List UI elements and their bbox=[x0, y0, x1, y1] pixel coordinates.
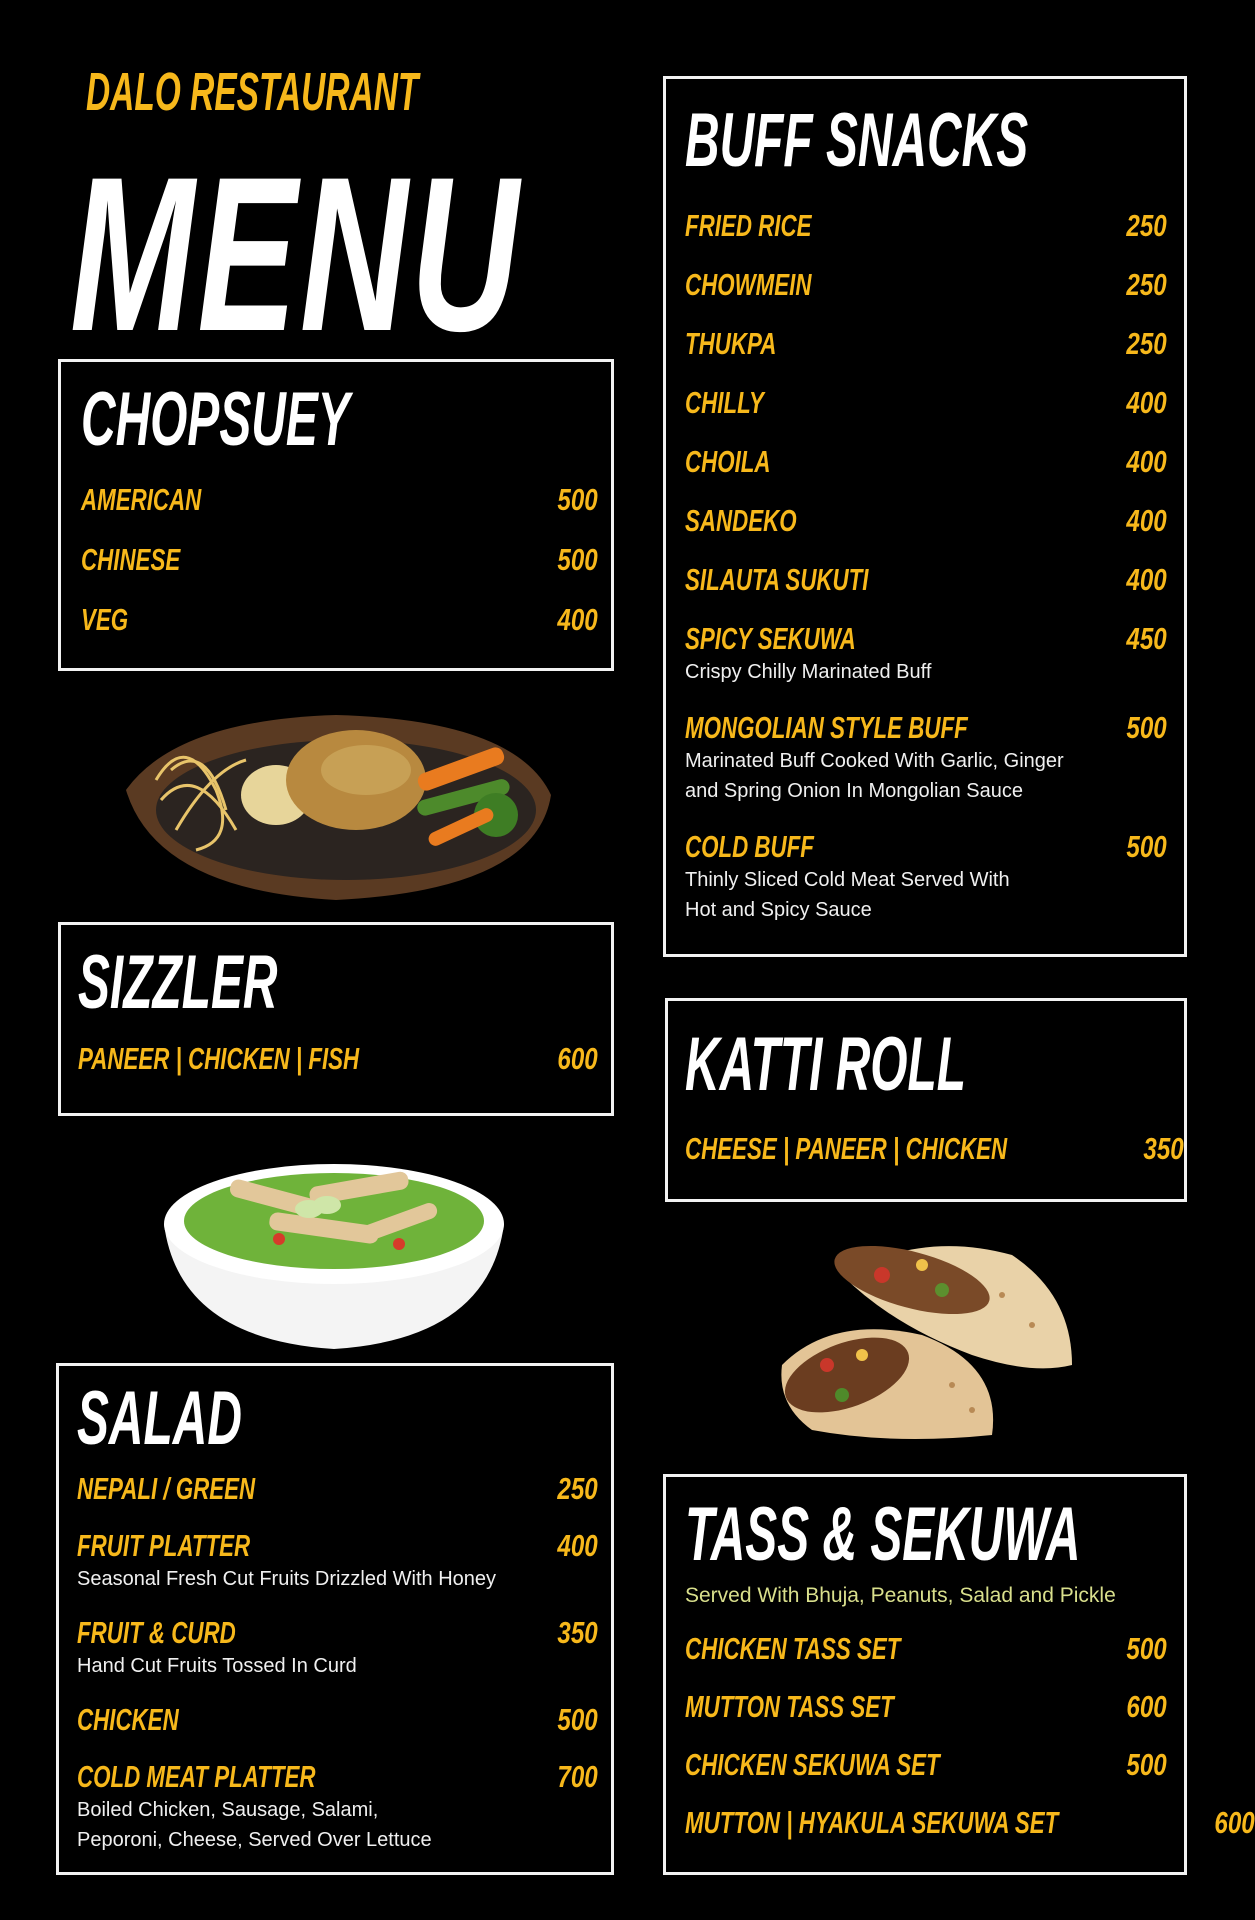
menu-item bbox=[77, 1471, 598, 1507]
menu-item-row bbox=[685, 621, 1167, 657]
menu-item-row bbox=[78, 1041, 598, 1077]
item-price: 500 bbox=[1126, 710, 1167, 745]
item-description: Crispy Chilly Marinated Buff bbox=[685, 661, 932, 683]
item-price: 400 bbox=[1126, 503, 1167, 538]
menu-item-row bbox=[77, 1471, 598, 1507]
menu-item-row bbox=[81, 482, 598, 518]
menu-item-list bbox=[78, 1041, 598, 1101]
item-description: Hand Cut Fruits Tossed In Curd bbox=[77, 1655, 357, 1677]
menu-item-row bbox=[685, 326, 1167, 362]
menu-item bbox=[685, 562, 1167, 598]
menu-item bbox=[685, 208, 1167, 244]
sizzler-plate-image bbox=[116, 700, 558, 905]
menu-item-row bbox=[685, 267, 1167, 303]
menu-item-row bbox=[685, 1631, 1167, 1667]
page-title: MENU bbox=[70, 131, 522, 377]
menu-item bbox=[685, 1131, 1185, 1167]
item-price: 400 bbox=[557, 1528, 598, 1563]
menu-item bbox=[685, 1747, 1167, 1783]
menu-item-row bbox=[685, 562, 1167, 598]
section-title: KATTI ROLL bbox=[685, 1022, 967, 1107]
item-name: CHICKEN TASS SET bbox=[685, 1631, 901, 1666]
item-name: MONGOLIAN STYLE BUFF bbox=[685, 710, 968, 745]
item-description: Boiled Chicken, Sausage, Salami, bbox=[77, 1799, 379, 1821]
item-name: COLD MEAT PLATTER bbox=[77, 1759, 316, 1794]
menu-item bbox=[685, 1631, 1167, 1667]
item-description: Seasonal Fresh Cut Fruits Drizzled With Honey bbox=[77, 1568, 497, 1590]
menu-item bbox=[685, 710, 1167, 806]
item-name: AMERICAN bbox=[81, 482, 202, 517]
menu-item-row bbox=[685, 829, 1167, 865]
section-subtitle: Served With Bhuja, Peanuts, Salad and Pickle bbox=[685, 1584, 1116, 1607]
menu-item-row bbox=[685, 444, 1167, 480]
menu-item-row bbox=[77, 1615, 598, 1651]
menu-item bbox=[685, 444, 1167, 480]
item-name: FRUIT & CURD bbox=[77, 1615, 236, 1650]
menu-item-list bbox=[77, 1471, 598, 1876]
item-name: MUTTON TASS SET bbox=[685, 1689, 894, 1724]
item-description: Hot and Spicy Sauce bbox=[685, 899, 872, 921]
item-price: 400 bbox=[1126, 385, 1167, 420]
menu-item bbox=[77, 1615, 598, 1681]
item-price: 400 bbox=[557, 602, 598, 637]
section-title: BUFF SNACKS bbox=[685, 98, 1029, 183]
menu-item bbox=[78, 1041, 598, 1077]
item-name: CHICKEN bbox=[77, 1702, 179, 1737]
menu-item-row bbox=[685, 1747, 1167, 1783]
item-price: 350 bbox=[1143, 1131, 1185, 1166]
item-name: MUTTON | HYAKULA SEKUWA SET bbox=[685, 1805, 1059, 1840]
section-title: CHOPSUEY bbox=[81, 377, 350, 462]
item-name: PANEER | CHICKEN | FISH bbox=[78, 1041, 360, 1076]
item-name: CHICKEN SEKUWA SET bbox=[685, 1747, 940, 1782]
section-chopsuey bbox=[58, 359, 614, 671]
item-price: 600 bbox=[557, 1041, 598, 1076]
item-name: SILAUTA SUKUTI bbox=[685, 562, 869, 597]
item-price: 250 bbox=[1126, 267, 1167, 302]
item-price: 400 bbox=[1126, 444, 1167, 479]
salad-bowl-image bbox=[159, 1149, 509, 1351]
item-price: 500 bbox=[1126, 1747, 1167, 1782]
section-tass-sekuwa bbox=[663, 1474, 1255, 1875]
item-description: Peporoni, Cheese, Served Over Lettuce bbox=[77, 1829, 432, 1851]
item-name: CHILLY bbox=[685, 385, 764, 420]
menu-item-row bbox=[685, 1689, 1167, 1725]
menu-item bbox=[685, 385, 1167, 421]
katti-roll-image bbox=[772, 1235, 1084, 1445]
menu-item bbox=[81, 482, 598, 518]
menu-item bbox=[77, 1702, 598, 1738]
menu-item-row bbox=[685, 385, 1167, 421]
item-price: 500 bbox=[1126, 829, 1167, 864]
section-katti-roll bbox=[665, 998, 1187, 1202]
section-title: TASS & SEKUWA bbox=[685, 1492, 1081, 1577]
menu-item bbox=[685, 503, 1167, 539]
item-name: SPICY SEKUWA bbox=[685, 621, 856, 656]
section-title: SALAD bbox=[77, 1376, 242, 1461]
item-price: 400 bbox=[1126, 562, 1167, 597]
item-price: 500 bbox=[1126, 1631, 1167, 1666]
menu-item bbox=[77, 1759, 598, 1855]
item-name: VEG bbox=[81, 602, 129, 637]
item-name: SANDEKO bbox=[685, 503, 797, 538]
menu-item-row bbox=[77, 1702, 598, 1738]
menu-item-row bbox=[685, 503, 1167, 539]
menu-item bbox=[685, 621, 1167, 687]
menu-item-list bbox=[685, 1631, 1255, 1863]
menu-item-row bbox=[81, 542, 598, 578]
menu-item-row bbox=[685, 710, 1167, 746]
item-price: 250 bbox=[1126, 326, 1167, 361]
item-description: and Spring Onion In Mongolian Sauce bbox=[685, 780, 1024, 802]
menu-item bbox=[685, 267, 1167, 303]
section-salad bbox=[56, 1363, 614, 1875]
menu-item-row bbox=[77, 1528, 598, 1564]
menu-item bbox=[81, 602, 598, 638]
item-name: NEPALI / GREEN bbox=[77, 1471, 256, 1506]
restaurant-name: DALO RESTAURANT bbox=[86, 62, 419, 122]
menu-item-row bbox=[81, 602, 598, 638]
item-description: Thinly Sliced Cold Meat Served With bbox=[685, 869, 1010, 891]
menu-item bbox=[685, 1689, 1167, 1725]
item-name: COLD BUFF bbox=[685, 829, 814, 864]
item-price: 600 bbox=[1126, 1689, 1167, 1724]
item-name: THUKPA bbox=[685, 326, 777, 361]
item-name: CHEESE | PANEER | CHICKEN bbox=[685, 1131, 1008, 1166]
item-name: FRIED RICE bbox=[685, 208, 812, 243]
menu-item-row bbox=[685, 1805, 1255, 1841]
section-buff-snacks bbox=[663, 76, 1187, 957]
item-price: 350 bbox=[557, 1615, 598, 1650]
menu-item-list bbox=[685, 208, 1167, 948]
item-price: 250 bbox=[1126, 208, 1167, 243]
item-price: 700 bbox=[557, 1759, 598, 1794]
item-price: 600 bbox=[1214, 1805, 1255, 1840]
item-price: 500 bbox=[557, 482, 598, 517]
menu-item-row bbox=[685, 1131, 1185, 1167]
menu-item-row bbox=[685, 208, 1167, 244]
menu-item-list bbox=[685, 1131, 1185, 1191]
section-title: SIZZLER bbox=[78, 940, 278, 1025]
item-price: 250 bbox=[557, 1471, 598, 1506]
item-price: 500 bbox=[557, 1702, 598, 1737]
menu-item bbox=[81, 542, 598, 578]
item-name: CHINESE bbox=[81, 542, 181, 577]
section-sizzler bbox=[58, 922, 614, 1116]
item-price: 450 bbox=[1126, 621, 1167, 656]
menu-item-row bbox=[77, 1759, 598, 1795]
item-price: 500 bbox=[557, 542, 598, 577]
menu-item bbox=[685, 326, 1167, 362]
item-name: CHOWMEIN bbox=[685, 267, 812, 302]
menu-item bbox=[685, 1805, 1255, 1841]
menu-item bbox=[77, 1528, 598, 1594]
menu-item bbox=[685, 829, 1167, 925]
menu-item-list bbox=[81, 482, 598, 662]
item-name: FRUIT PLATTER bbox=[77, 1528, 251, 1563]
item-name: CHOILA bbox=[685, 444, 771, 479]
item-description: Marinated Buff Cooked With Garlic, Ginger bbox=[685, 750, 1064, 772]
